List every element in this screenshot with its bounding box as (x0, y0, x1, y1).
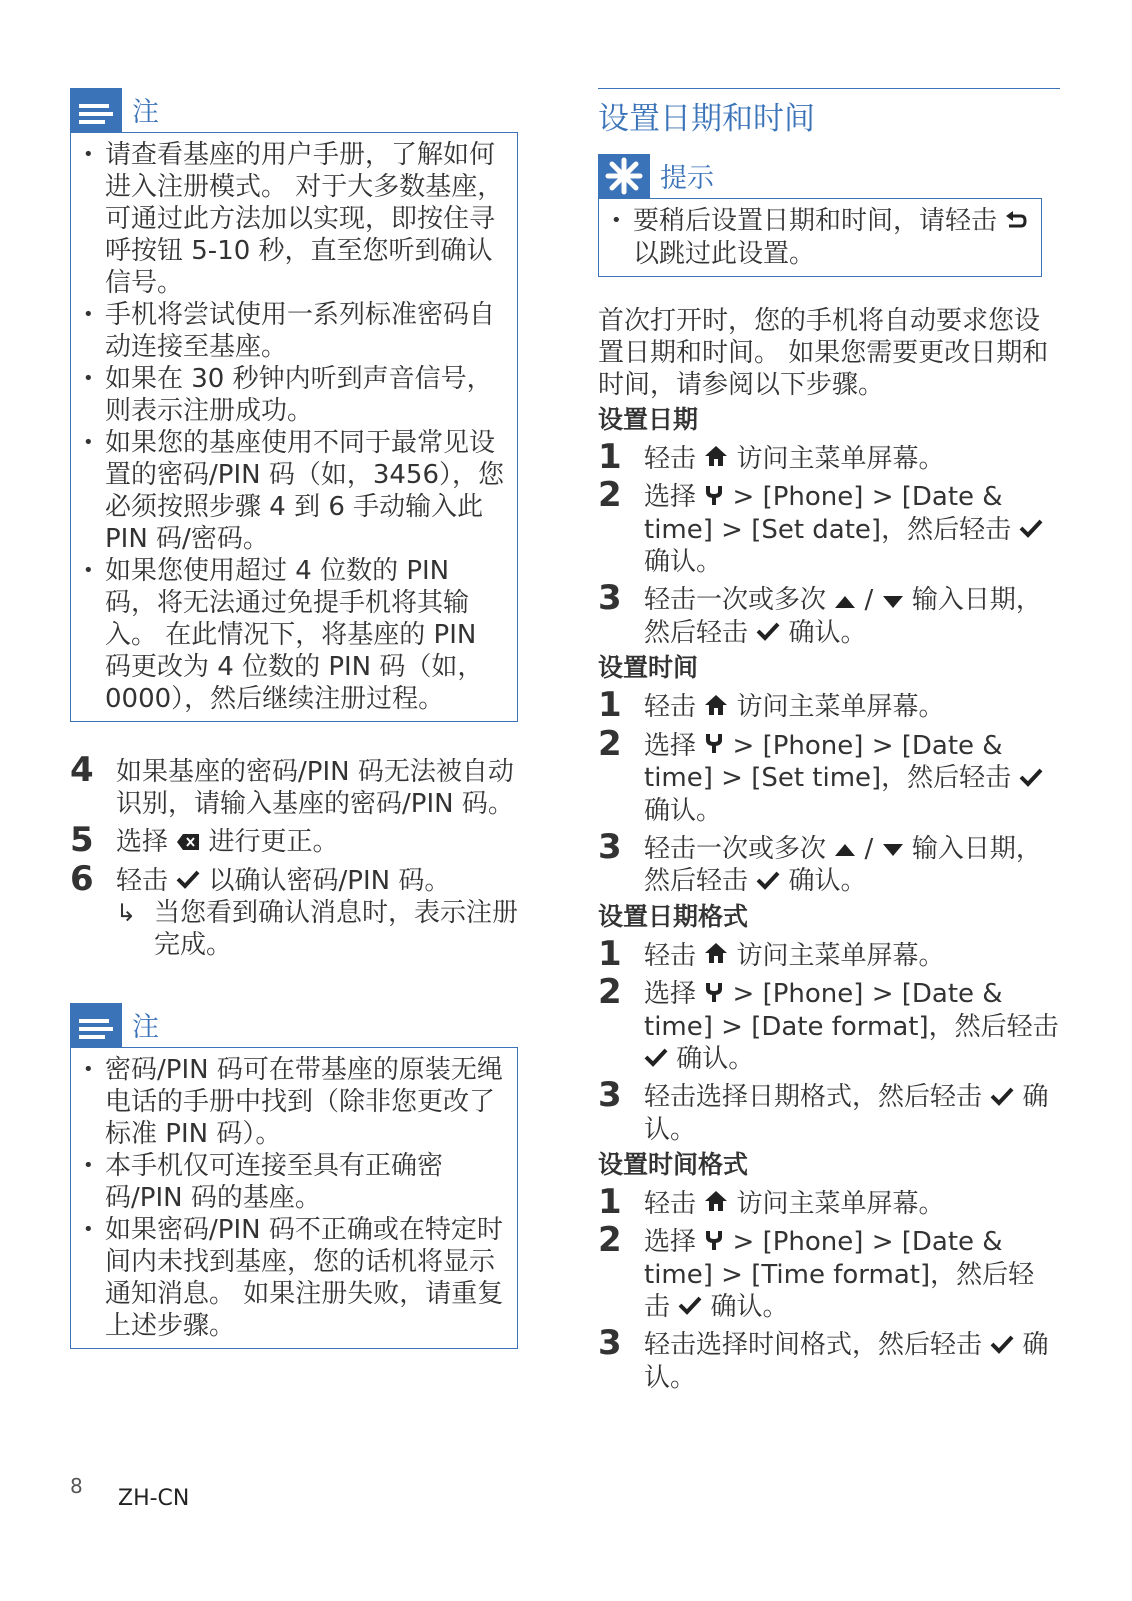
step-number: 2 (598, 475, 622, 515)
step-text: 如果基座的密码/PIN 码无法被自动识别，请输入基座的密码/PIN 码。 (116, 757, 514, 819)
step-3 (598, 826, 1060, 898)
step-number: 1 (598, 933, 622, 974)
step-1 (598, 1181, 1060, 1222)
check-icon (756, 866, 780, 898)
note-item: • 如果密码/PIN 码不正确或在特定时间内未找到基座，您的话机将显示通知消息。 如果注册失败，请重复上述步骤。 (83, 1214, 507, 1342)
step-number: 3 (598, 1323, 622, 1363)
step-3 (598, 578, 1060, 649)
check-icon (644, 1043, 668, 1075)
step-text: 选择 (644, 730, 697, 761)
step-text: > [Phone] > [Date & time] > [Set date]，然后轻击 (644, 482, 1012, 545)
down-arrow-icon (882, 833, 904, 865)
step-text: 确认。 (710, 1291, 789, 1322)
step-number: 2 (598, 1220, 622, 1260)
step-1 (598, 685, 1060, 725)
step-number: 2 (598, 972, 622, 1012)
step-text: 轻击选择日期格式，然后轻击 (644, 1082, 983, 1112)
step-3 (598, 1323, 1060, 1394)
step-text: 轻击 (116, 865, 169, 896)
intro-paragraph: 首次打开时，您的手机将自动要求您设置日期和时间。 如果您需要更改日期和时间，请参阅以下步骤。 (598, 305, 1049, 400)
settings-group (598, 403, 1060, 650)
note-box (70, 88, 530, 722)
note-title: 注 (132, 1012, 159, 1043)
group-title: 设置时间 (598, 653, 699, 682)
note-header (70, 1003, 530, 1047)
step-text: 确认。 (788, 617, 867, 648)
check-icon (176, 865, 200, 897)
step-text: 轻击 (644, 1188, 697, 1219)
left-column (70, 88, 530, 1349)
step-text: / (864, 585, 874, 615)
step-number: 3 (598, 826, 622, 867)
result-arrow-icon: ↳ (116, 899, 137, 927)
step-text: > [Phone] > [Date & time] > [Set time]，然后轻击 (644, 730, 1012, 793)
step-2 (598, 1220, 1060, 1323)
step-number: 3 (598, 1075, 622, 1115)
step-1 (598, 933, 1060, 974)
note-item: • 本手机仅可连接至具有正确密码/PIN 码的基座。 (83, 1150, 507, 1214)
settings-group (598, 900, 1060, 1146)
step-text: 确认。 (676, 1043, 755, 1074)
tip-box (598, 154, 1060, 277)
check-icon (1019, 763, 1043, 795)
step-5 (70, 820, 530, 860)
tip-icon (598, 154, 650, 198)
tip-title: 提示 (660, 163, 714, 194)
registration-steps (70, 750, 530, 961)
result-text: 当您看到确认消息时，表示注册完成。 (154, 898, 519, 960)
step-text: 轻击选择时间格式，然后轻击 (644, 1330, 983, 1360)
step-number: 1 (598, 436, 622, 477)
settings-group (598, 1148, 1060, 1394)
step-text: 轻击 (644, 940, 697, 971)
tip-text: 要稍后设置日期和时间，请轻击 (633, 206, 998, 236)
note-item: • 如果您使用超过 4 位数的 PIN 码，将无法通过免提手机将其输入。 在此情况下，将基座的 PIN 码更改为 4 位数的 PIN 码（如，0000），然后继续注册过程。 (83, 555, 507, 715)
step-2 (598, 972, 1060, 1075)
note-icon (70, 1003, 122, 1047)
language-code: ZH-CN (118, 1486, 190, 1511)
step-text: 输入日期，然后轻击 (644, 833, 1042, 896)
tip-body (598, 198, 1042, 277)
step-text: 输入日期，然后轻击 (644, 585, 1042, 648)
step-number: 4 (70, 750, 94, 790)
tip-item (611, 205, 1031, 270)
note-icon (70, 88, 122, 132)
note-box (70, 1003, 530, 1349)
step-2 (598, 475, 1060, 578)
settings-icon (704, 730, 724, 762)
step-text: 选择 (644, 1227, 697, 1257)
note-title: 注 (132, 97, 159, 128)
backspace-icon (176, 827, 200, 859)
step-3 (598, 1075, 1060, 1146)
step-text: 访问主菜单屏幕。 (736, 1188, 945, 1219)
home-icon (704, 1188, 728, 1220)
note-item: • 如果您的基座使用不同于最常见设置的密码/PIN 码（如，3456），您必须按照步骤 4 到 6 手动输入此 PIN 码/密码。 (83, 427, 507, 555)
step-text: 轻击一次或多次 (644, 833, 827, 864)
note-item: • 请查看基座的用户手册，了解如何进入注册模式。 对于大多数基座，可通过此方法加以实现，即按住寻呼按钮 5-10 秒，直至您听到确认信号。 (83, 139, 507, 299)
note-body (70, 1047, 518, 1349)
step-text: / (864, 833, 874, 864)
note-item: • 手机将尝试使用一系列标准密码自动连接至基座。 (83, 299, 507, 363)
step-text: 选择 (644, 482, 697, 512)
check-icon (990, 1330, 1014, 1362)
step-text: 确认。 (644, 547, 723, 577)
step-2 (598, 723, 1060, 827)
settings-icon (704, 979, 724, 1011)
step-number: 1 (598, 1181, 622, 1222)
step-number: 2 (598, 723, 622, 764)
step-text: 轻击 (644, 443, 697, 474)
back-icon (1005, 206, 1027, 238)
down-arrow-icon (882, 585, 904, 617)
step-text: 轻击一次或多次 (644, 585, 827, 615)
step-text: 以确认密码/PIN 码。 (208, 865, 451, 896)
note-body (70, 132, 518, 722)
step-result (70, 897, 530, 961)
group-title: 设置时间格式 (598, 1149, 749, 1179)
check-icon (990, 1082, 1014, 1114)
check-icon (756, 617, 780, 649)
up-arrow-icon (834, 833, 856, 865)
step-text: 访问主菜单屏幕。 (736, 940, 945, 971)
step-text: 进行更正。 (208, 827, 339, 857)
group-title: 设置日期 (598, 404, 699, 434)
step-text: 选择 (116, 827, 169, 857)
step-text: 确认。 (788, 866, 867, 896)
step-text: 访问主菜单屏幕。 (736, 692, 945, 722)
step-number: 5 (70, 820, 94, 860)
check-icon (678, 1291, 702, 1323)
note-item: • 密码/PIN 码可在带基座的原装无绳电话的手册中找到（除非您更改了标准 PIN 码）。 (83, 1054, 507, 1150)
home-icon (704, 940, 728, 972)
settings-icon (704, 1227, 724, 1259)
up-arrow-icon (834, 585, 856, 617)
step-1 (598, 436, 1060, 477)
group-title: 设置日期格式 (598, 901, 749, 931)
step-text: 确认。 (644, 1330, 1049, 1393)
right-column (598, 88, 1060, 1394)
check-icon (1019, 514, 1043, 546)
step-number: 1 (598, 685, 622, 725)
step-number: 3 (598, 578, 622, 618)
home-icon (704, 692, 728, 724)
step-text: > [Phone] > [Date & time] > [Date format]，然后轻击 (644, 979, 1059, 1042)
step-4 (70, 750, 530, 820)
step-text: 轻击 (644, 692, 697, 722)
section-title: 设置日期和时间 (598, 88, 1060, 142)
page-number: 8 (70, 1474, 83, 1498)
settings-groups (598, 403, 1060, 1394)
settings-group (598, 651, 1060, 898)
note-item: • 如果在 30 秒钟内听到声音信号，则表示注册成功。 (83, 363, 507, 427)
step-text: 确认。 (644, 1082, 1049, 1145)
tip-text: 以跳过此设置。 (633, 238, 816, 269)
step-text: 访问主菜单屏幕。 (736, 443, 945, 474)
step-6 (70, 858, 530, 899)
step-number: 6 (70, 858, 94, 899)
home-icon (704, 443, 728, 475)
step-text: > [Phone] > [Date & time] > [Time format]，然后轻击 (644, 1227, 1035, 1322)
note-header (70, 88, 530, 132)
step-text: 确认。 (644, 795, 723, 826)
settings-icon (704, 482, 724, 514)
tip-header (598, 154, 1060, 198)
step-text: 选择 (644, 979, 697, 1009)
